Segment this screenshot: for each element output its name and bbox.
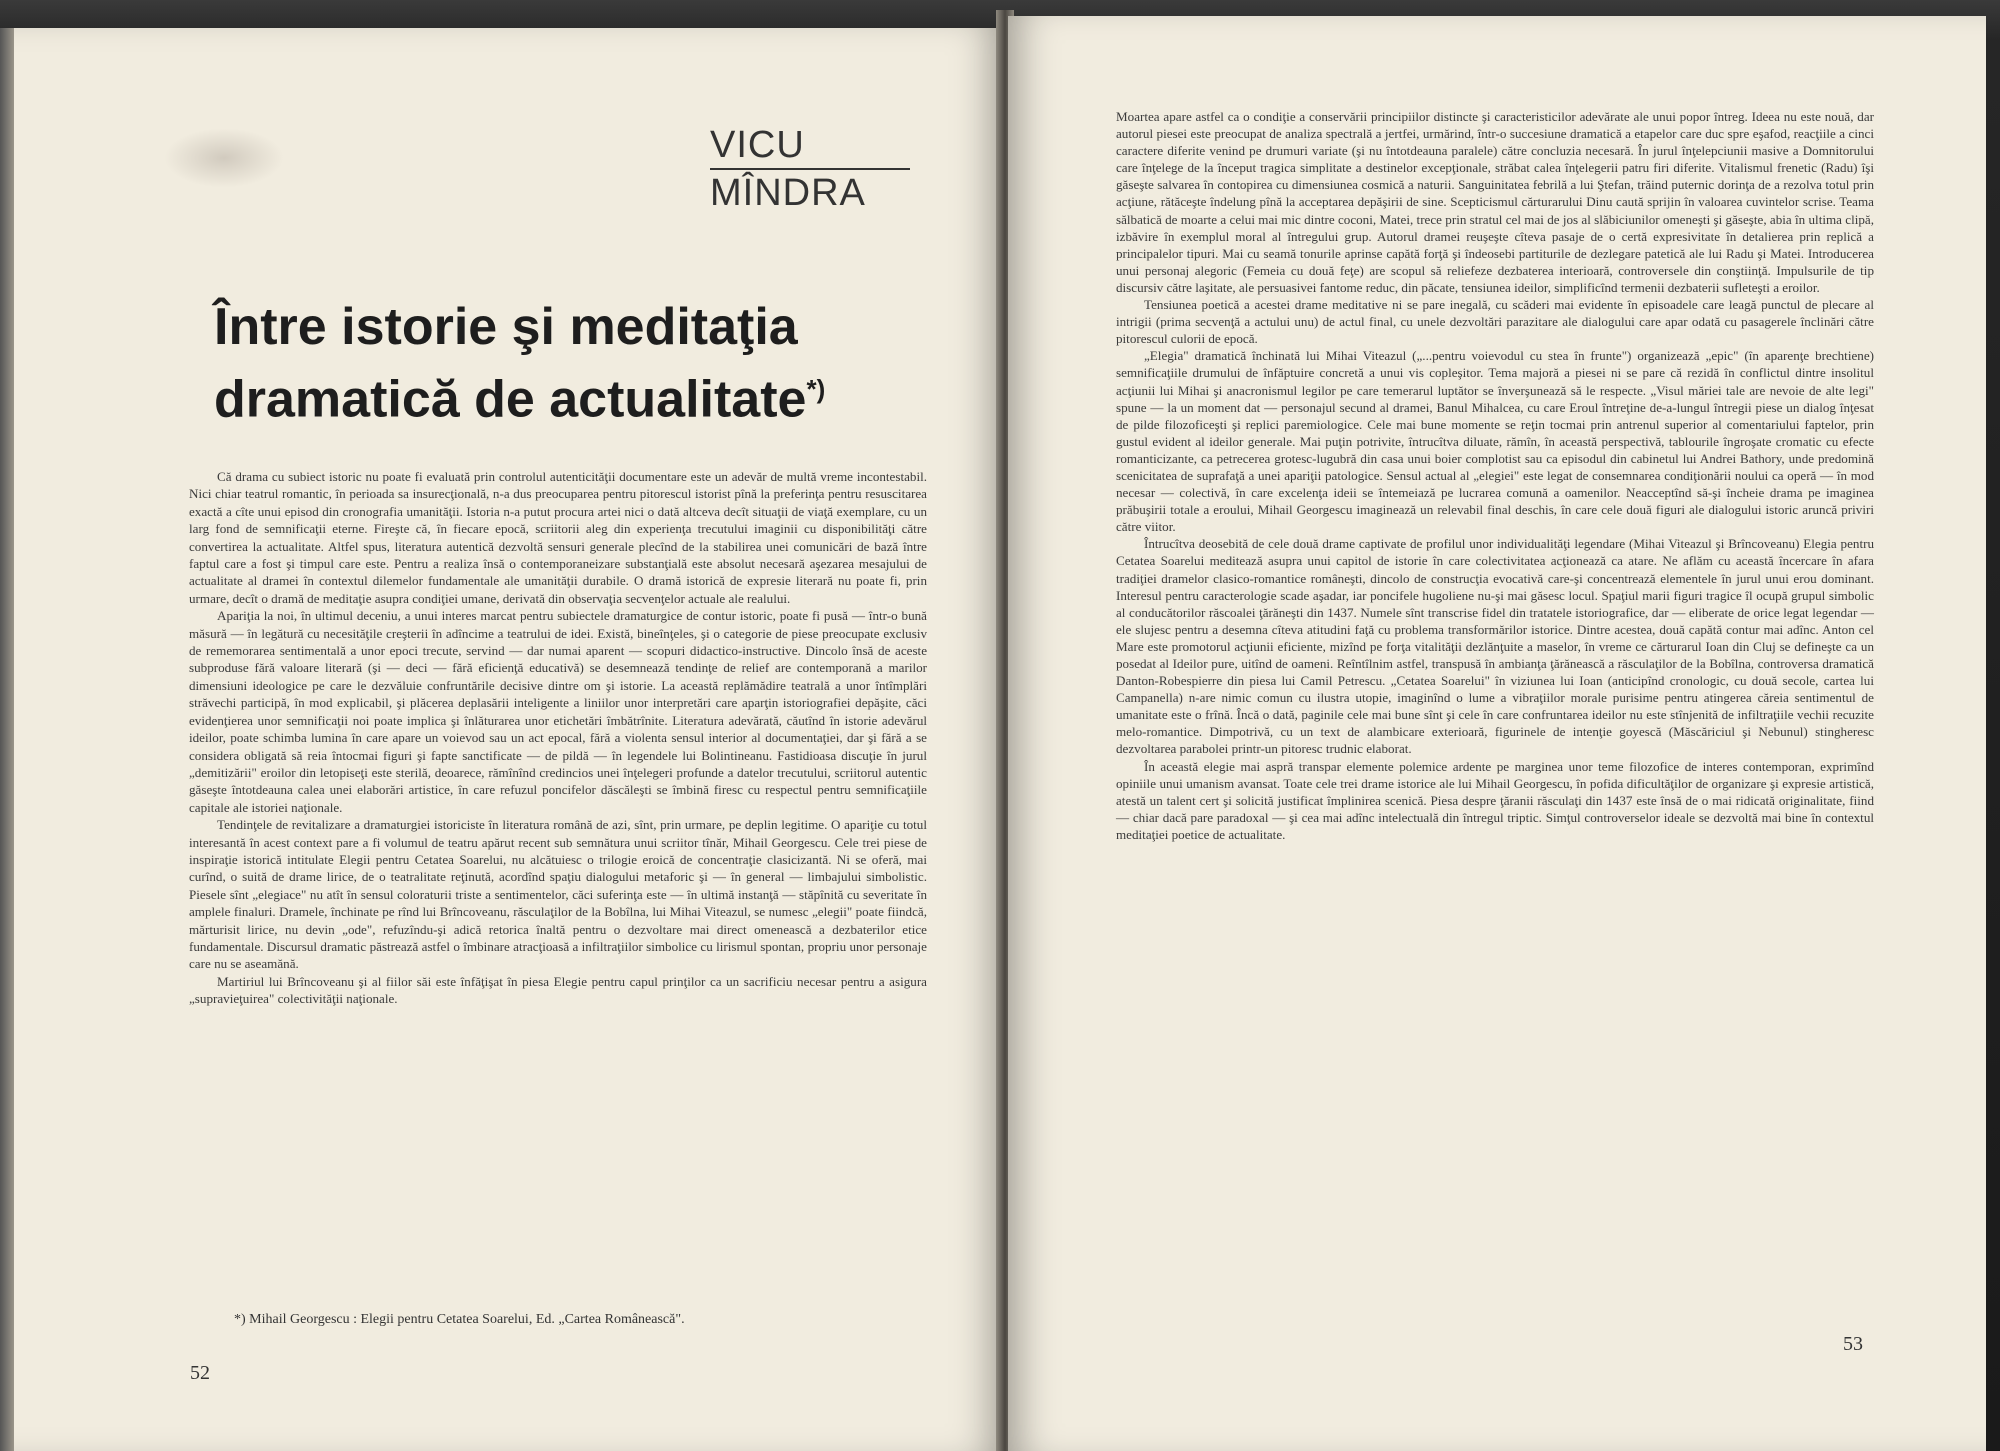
paragraph: Moartea apare astfel ca o condiţie a conservării principiilor distincte şi caracteristicilor adevărate ale unui popor întreg. Ideea nu este nouă, dar autorul piesei este preocupat de analiza spectrală a jertfei, urmărind, într-o succesiune dramatică a etapelor care duc spre eşafod, reacţiile a cinci caractere diferite venind pe drumuri variate (şi nu întotdeauna paralele) către concluzia necesară. În jurul înţelepciunii masive a Domnitorului care înţelege de la început tragica simplitate a destinelor excepţionale, străbat calea înţelegerii patru firi diferite. Vitalismul frenetic (Radu) îşi găseşte salvarea în contopirea cu dimensiunea cosmică a naturii. Sanguinitatea febrilă a lui Ştefan, trăind puternic dorinţa de a rezolva totul prin acţiune, rătăceşte îndelung pînă la acceptarea depăşirii de sine. Scepticismul cărturarului Dinu caută sprijin în valoarea cuvintelor scrise. Teama sălbatică de moarte a celui mai mic dintre coconi, Matei, trece prin stratul cel mai de jos al slăbiciunilor omeneşti şi găseşte, abia în ultima clipă, izbăvire în exemplul moral al întregului grup. Autorul dramei reuşeşte cîteva pasaje de o certă expresivitate în detalierea prin replică a principalelor tipuri. Mai cu seamă tonurile aprinse capătă forţă şi îndeosebi partiturile de dezlegare patetică ale lui Radu şi Matei. Introducerea unui personaj alegoric (Femeia cu două feţe) are scopul să reliefeze dezbaterea interioară, controversele din conştiinţă. Impulsurile de tip discursiv către laşitate, ale persuasivei fantome reduc, din păcate, tensiunea ideilor, simplificînd termenii dezbaterii sufleteşti a eroilor.: [1116, 109, 1874, 295]
paragraph: Tensiunea poetică a acestei drame meditative ni se pare inegală, cu scăderi mai evidente în episoadele care leagă punctul de plecare al intrigii (prima secvenţă a actului unu) de actul final, cu unele dezvoltări parazitare ale dialogului care apar odată cu pasagerele înclinări către pitorescul culorii de epocă.: [1116, 297, 1874, 347]
page-number-right: 53: [1843, 1333, 1863, 1355]
author-last-name: MÎNDRA: [710, 172, 866, 214]
page-number-left: 52: [190, 1362, 210, 1384]
paragraph: Întrucîtva deosebită de cele două drame captivate de profilul unor individualităţi legendare (Mihai Viteazul şi Brîncoveanu) Elegia pentru Cetatea Soarelui meditează asupra unui capitol de istorie în care colectivitatea acţionează ca atare. Ne aflăm cu această încercare în afara tradiţiei dramelor clasico-romantice româneşti, dincolo de construcţia evocativă care-şi concentrează elementele în jurul unui erou dominant. Interesul pentru caracterologie scade aşadar, iar poncifele hugoliene nu-şi mai găsesc locul. Spaţiul marii figuri tragice îl ocupă grupul simbolic al conducătorilor răscoalei ţărăneşti din 1437. Numele sînt transcrise fidel din tratatele istoriografice, dar — eliberate de orice legat legendar — ele slujesc pentru a desemna cîteva atitudini faţă cu problema transformărilor istorice. Dintre acestea, două capătă contur mai adînc. Anton cel Mare este promotorul acţiunii eficiente, mizînd pe forţa vitalităţii dezlănţuite a maselor, în vreme ce cărturarul Ioan din Cluj se defineşte ca un posedat al Ideilor pure, uitînd de oameni. Reîntîlnim astfel, transpusă în ambianţa ţărănească a răsculaţilor de la Bobîlna, controversa dramatică Danton-Robespierre din piesa lui Camil Petrescu. „Cetatea Soarelui" în viziunea lui Ioan (anticipînd cronologic, cu două secole, cartea lui Campanella) n-are nimic comun cu ilustra utopie, imaginînd o lume a vibraţiilor morale purisime pentru atingerea căreia sentimentul de umanitate este o frînă. Încă o dată, paginile cele mai bune sînt şi cele în care confruntarea ideilor nu este stînjenită de infiltraţiile vechii recuzite melo-romantice. Dimpotrivă, cu un text de alambicare exterioară, figurinele de intenţie goyescă (Măscăriciul şi Nebunul) stingheresc dezvoltarea parabolei printr-un pitoresc trudnic elaborat.: [1116, 536, 1874, 757]
title-line-2: dramatică de actualitate: [214, 370, 807, 429]
right-page: [1008, 16, 1986, 1451]
title-line-1: Între istorie şi meditaţia: [214, 298, 798, 356]
author-first-name: VICU: [710, 124, 805, 166]
paragraph: Că drama cu subiect istoric nu poate fi evaluată prin controlul autenticităţii documentare este un adevăr de multă vreme incontestabil. Nici chiar teatrul romantic, în perioada sa insurecţională, n-a dus preocuparea pentru pitorescul istorist pînă la preferinţa pentru resuscitarea exactă a cîte unui episod din cronografia umanităţii. Istoria n-a putut procura artei nici o dată altceva decît situaţii de viaţă exemplare, cu un larg fond de semnificaţii eterne. Fireşte că, în fiecare epocă, scriitorii aleg din experienţa trecutului imaginii cu disponibilităţi către convertirea la actualitate. Altfel spus, literatura autentică dezvoltă sensuri generale plecînd de la stabilirea unei comunicări de bază între faptul care a fost şi timpul care este. Pentru a realiza însă o contemporaneizare substanţială este absolut necesară aşezarea mesajului de actualitate al dramei în contextul dilemelor fundamentale ale umanităţii durabile. O dramă istorică de expresie literară nu poate fi, prin urmare, decît o dramă de meditaţie asupra condiţiei umane, derivată din observaţia secvenţelor actuale ale realului.: [189, 469, 927, 606]
footnote-marker: *): [806, 374, 826, 404]
author-name: [710, 124, 910, 214]
footnote: *) Mihail Georgescu : Elegii pentru Cetatea Soarelui, Ed. „Cartea Românească".: [234, 1312, 685, 1327]
right-body-text: [1116, 108, 1874, 843]
paragraph: În această elegie mai aspră transpar elemente polemice ardente pe marginea unor teme filozofice de interes contemporan, exprimînd opiniile unui umanism avansat. Toate cele trei drame istorice ale lui Mihail Georgescu, în pofida dificultăţilor de organizare şi expresie artistică, atestă un talent cert şi solicită justificat împlinirea scenică. Piesa despre ţăranii răsculaţi din 1437 este însă de o mai ridicată originalitate, fiind — chiar dacă pare paradoxal — şi cea mai adînc intelectuală din întregul triptic. Simţul controverselor ideale se dezvoltă mai bine în contextul meditaţiei poetice de actualitate.: [1116, 758, 1874, 842]
paragraph: „Elegia" dramatică închinată lui Mihai Viteazul („...pentru voievodul cu stea în frunte") organizează „epic" (în aparenţe brechtiene) semnificaţiile drumului de înfăptuire concretă a unui vis copleşitor. Tema majoră a piesei ni se pare că rezidă în conflictul dintre insolitul acţiunii lui Mihai şi anacronismul legilor pe care temerarul luptător se înverşunează să le respecte. „Visul măriei tale are nevoie de alte legi" spune — la un moment dat — personajul secund al dramei, Banul Mihalcea, cu care Eroul întreţine de-a-lungul întregii piese un dialog înţesat de pilde filozoficeşti şi replici paremiologice. Cele mai bune momente se reţin tocmai prin antrenul superior al comentariului faptelor, prin gustul evident al ideilor generale. Mai puţin potrivite, întrucîtva diluate, rămîn, în această perspectivă, tablourile îngroşate cromatic cu efecte romanticizante, ca petrecerea grotesc-lugubră din casa unui boier complotist sau ca episodul din cabinetul lui Andrei Bathory, unde predomină scenicitatea de suprafaţă a unei apariţii patologice. Sensul actual al „elegiei" este legat de consemnarea condiţionării noului ca operă — în mod necesar — colectivă, în care excelenţa ideii se întemeiază pe lucrarea comună a oamenilor. Neacceptînd să-şi încheie drama pe imaginea prăbuşirii totale a eroului, Mihail Georgescu imaginează un relevabil final deschis, în care cele două figuri ale dialogului istoric aruncă priviri către viitor.: [1116, 348, 1874, 535]
author-rule: [710, 168, 910, 170]
article-title: [214, 296, 954, 430]
book-edge: [0, 28, 14, 1451]
left-page: [14, 28, 1002, 1451]
paragraph: Martiriul lui Brîncoveanu şi al fiilor săi este înfăţişat în piesa Elegie pentru capul prinţilor ca un sacrificiu necesar pentru a asigura „supravieţuirea" colectivităţii naţionale.: [189, 973, 927, 1007]
paragraph: Apariţia la noi, în ultimul deceniu, a unui interes marcat pentru subiectele dramaturgice de contur istoric, poate fi pusă — într-o bună măsură — în legătură cu necesităţile creşterii în adîncime a teatrului de idei. Există, bineînţeles, şi o categorie de piese preocupate exclusiv de rememorarea sentimentală a unor epoci trecute, servind — dar numai aparent — scopuri didactico-instructive. Dincolo însă de aceste subproduse fără valoare literară (şi — deci — fără eficienţă educativă) se desemnează tendinţe de relief are contemporană a marilor dimensiuni ideologice pe care le dezvăluie confruntările decisive dintre om şi istorie. La această replămădire teatrală a unor întîmplări străvechi participă, în mod explicabil, şi plăcerea deplasării inteligente a liniilor unor interpretări care aparţin istoriografiei depăşite, căci evidenţierea unor semnificaţii noi poate implica şi înlăturarea unor etichetări îmbătrînite. Literatura adevărată, căutînd în istorie adevărul ideilor, poate schimba lumina în care apare un voievod sau un act epocal, fără a violenta sensul interior al documentaţiei, dar şi fără a se considera obligată să reia întocmai figuri şi fapte sanctificate — de pildă — în legendele lui Bolintineanu. Fastidioasa discuţie în jurul „demitizării" eroilor din letopiseţi este sterilă, deoarece, rămînînd credincios unei înţelegeri profunde a datelor trecutului, scriitorul autentic găseşte întotdeauna calea unei elaborări artistice, în care refuzul poncifelor dăscăleşti se îmbină firesc cu respectul pentru semnificaţiile capitale ale istoriei naţionale.: [189, 608, 927, 815]
paragraph: Tendinţele de revitalizare a dramaturgiei istoriciste în literatura română de azi, sînt, prin urmare, pe deplin legitime. O apariţie cu totul interesantă în acest context pare a fi volumul de teatru apărut recent sub semnătura unui scriitor tînăr, Mihail Georgescu. Cele trei piese de inspiraţie istorică intitulate Elegii pentru Cetatea Soarelui, nu alcătuiesc o trilogie eroică de concentraţie clasicizantă. Ni se oferă, mai curînd, o suită de drame lirice, de o teatralitate reţinută, acordînd spaţiu dialogului metaforic şi — în general — limbajului simbolistic. Piesele sînt „elegiace" nu atît în sensul coloraturii triste a sentimentelor, căci suferinţa este — în ultimă instanţă — stăpînită cu severitate în amplele finaluri. Dramele, închinate pe rînd lui Brîncoveanu, răsculaţilor de la Bobîlna, lui Mihai Viteazul, se numesc „elegii" poate fiindcă, mărturisit lirice, nu devin „ode", refuzîndu-şi adică retorica înaltă pentru o dezvoltare mai direct omenească a dezbaterilor etice fundamentale. Discursul dramatic păstrează astfel o îmbinare atracţioasă a infiltraţiilor simbolice cu lirismul spontan, propriu unor personaje care nu se aseamănă.: [189, 817, 927, 972]
print-smudge: [164, 128, 284, 188]
left-body-text: [189, 468, 927, 1008]
